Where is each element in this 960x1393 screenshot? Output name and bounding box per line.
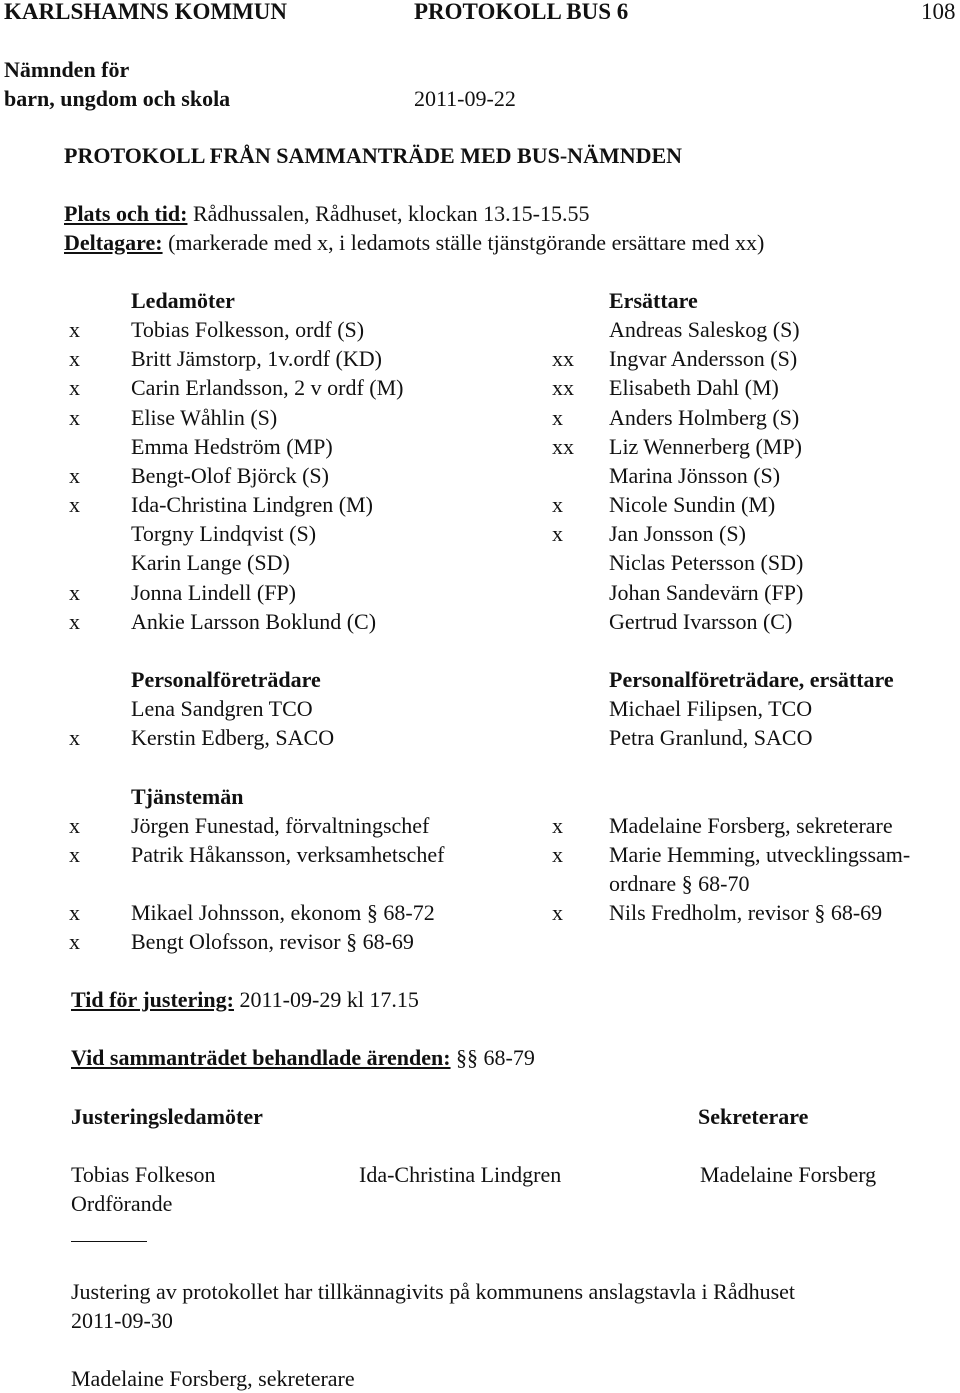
participants-label: Deltagare: (64, 230, 163, 255)
official-mark: x (69, 900, 80, 925)
staff-reps-heading: Personalföreträdare (131, 667, 321, 692)
official-name: Patrik Håkansson, verksamhetschef (131, 842, 445, 867)
secretary-heading: Sekreterare (698, 1104, 809, 1129)
substitute-name: Gertrud Ivarsson (C) (609, 609, 793, 634)
official-name-right-continued: ordnare § 68-70 (609, 871, 750, 896)
substitutes-heading: Ersättare (609, 288, 698, 313)
official-name-right: Marie Hemming, utvecklingssam- (609, 842, 911, 867)
member-mark: x (69, 375, 80, 400)
member-name: Britt Jämstorp, 1v.ordf (KD) (131, 346, 382, 371)
official-mark: x (69, 842, 80, 867)
substitute-name: Marina Jönsson (S) (609, 463, 781, 488)
substitute-mark: x (552, 405, 563, 430)
posting-date: 2011-09-30 (71, 1308, 173, 1333)
participants-note (64, 230, 764, 256)
substitute-mark: x (552, 521, 563, 546)
member-name: Ankie Larsson Boklund (C) (131, 609, 377, 634)
official-name: Mikael Johnsson, ekonom § 68-72 (131, 900, 435, 925)
substitute-name: Andreas Saleskog (S) (609, 317, 800, 342)
member-mark: x (69, 463, 80, 488)
adjustment-time-label: Tid för justering: (71, 987, 234, 1012)
official-name-right: Madelaine Forsberg, sekreterare (609, 813, 893, 838)
municipality-name: KARLSHAMNS KOMMUN (4, 0, 288, 24)
official-mark: x (69, 813, 80, 838)
chair-title: Ordförande (71, 1191, 173, 1216)
handled-matters-value: §§ 68-79 (456, 1045, 535, 1070)
member-mark: x (69, 609, 80, 634)
member-name: Torgny Lindqvist (S) (131, 521, 317, 546)
substitute-name: Anders Holmberg (S) (609, 405, 800, 430)
staff-rep-substitute-name: Michael Filipsen, TCO (609, 696, 813, 721)
handled-matters-label: Vid sammanträdet behandlade ärenden: (71, 1045, 451, 1070)
official-mark-right: x (552, 813, 563, 838)
member-name: Karin Lange (SD) (131, 550, 290, 575)
member-name: Tobias Folkesson, ordf (S) (131, 317, 365, 342)
official-name: Jörgen Funestad, förvaltningschef (131, 813, 430, 838)
member-mark: x (69, 317, 80, 342)
members-heading: Ledamöter (131, 288, 235, 313)
adjustment-time (71, 987, 419, 1013)
member-name: Jonna Lindell (FP) (131, 580, 296, 605)
member-name: Ida-Christina Lindgren (M) (131, 492, 373, 517)
staff-rep-substitute-name: Petra Granlund, SACO (609, 725, 813, 750)
adjustment-time-value: 2011-09-29 kl 17.15 (239, 987, 419, 1012)
staff-rep-name: Kerstin Edberg, SACO (131, 725, 335, 750)
page-number: 108 (921, 0, 956, 24)
document-title: PROTOKOLL FRÅN SAMMANTRÄDE MED BUS-NÄMNDEN (64, 143, 683, 168)
member-mark: x (69, 346, 80, 371)
officials-heading: Tjänstemän (131, 784, 244, 809)
member-mark: x (69, 492, 80, 517)
signatory-secretary: Madelaine Forsberg (700, 1162, 877, 1187)
member-mark: x (69, 580, 80, 605)
place-label: Plats och tid: (64, 201, 188, 226)
handled-matters (71, 1045, 535, 1071)
official-name: Bengt Olofsson, revisor § 68-69 (131, 929, 414, 954)
official-mark-right: x (552, 842, 563, 867)
staff-rep-mark: x (69, 725, 80, 750)
substitute-name: Johan Sandevärn (FP) (609, 580, 804, 605)
staff-rep-name: Lena Sandgren TCO (131, 696, 313, 721)
substitute-name: Jan Jonsson (S) (609, 521, 746, 546)
member-name: Emma Hedström (MP) (131, 434, 333, 459)
board-name-line2: barn, ungdom och skola (4, 86, 231, 111)
member-mark: x (69, 405, 80, 430)
official-mark-right: x (552, 900, 563, 925)
substitute-name: Ingvar Andersson (S) (609, 346, 798, 371)
substitute-mark: xx (552, 434, 574, 459)
protocol-id: PROTOKOLL BUS 6 (414, 0, 629, 24)
footer-signature: Madelaine Forsberg, sekreterare (71, 1366, 355, 1391)
place-value: Rådhussalen, Rådhuset, klockan 13.15-15.55 (192, 201, 590, 226)
signatory-chair: Tobias Folkeson (71, 1162, 216, 1187)
participants-value: (markerade med x, i ledamots ställe tjänstgörande ersättare med xx) (168, 230, 765, 255)
substitute-mark: xx (552, 346, 574, 371)
posting-notice: Justering av protokollet har tillkännagivits på kommunens anslagstavla i Rådhuset (71, 1279, 796, 1304)
substitute-name: Liz Wennerberg (MP) (609, 434, 802, 459)
official-mark: x (69, 929, 80, 954)
member-name: Carin Erlandsson, 2 v ordf (M) (131, 375, 404, 400)
staff-reps-substitutes-heading: Personalföreträdare, ersättare (609, 667, 894, 692)
place-and-time (64, 201, 590, 227)
member-name: Elise Wåhlin (S) (131, 405, 278, 430)
adjusters-heading: Justeringsledamöter (71, 1104, 263, 1129)
substitute-name: Elisabeth Dahl (M) (609, 375, 779, 400)
signature-line (71, 1241, 147, 1242)
substitute-name: Niclas Petersson (SD) (609, 550, 804, 575)
substitute-mark: x (552, 492, 563, 517)
substitute-mark: xx (552, 375, 574, 400)
board-name-line1: Nämnden för (4, 57, 130, 82)
substitute-name: Nicole Sundin (M) (609, 492, 776, 517)
meeting-date: 2011-09-22 (414, 86, 516, 111)
official-name-right: Nils Fredholm, revisor § 68-69 (609, 900, 883, 925)
member-name: Bengt-Olof Björck (S) (131, 463, 329, 488)
signatory-adjuster: Ida-Christina Lindgren (359, 1162, 562, 1187)
